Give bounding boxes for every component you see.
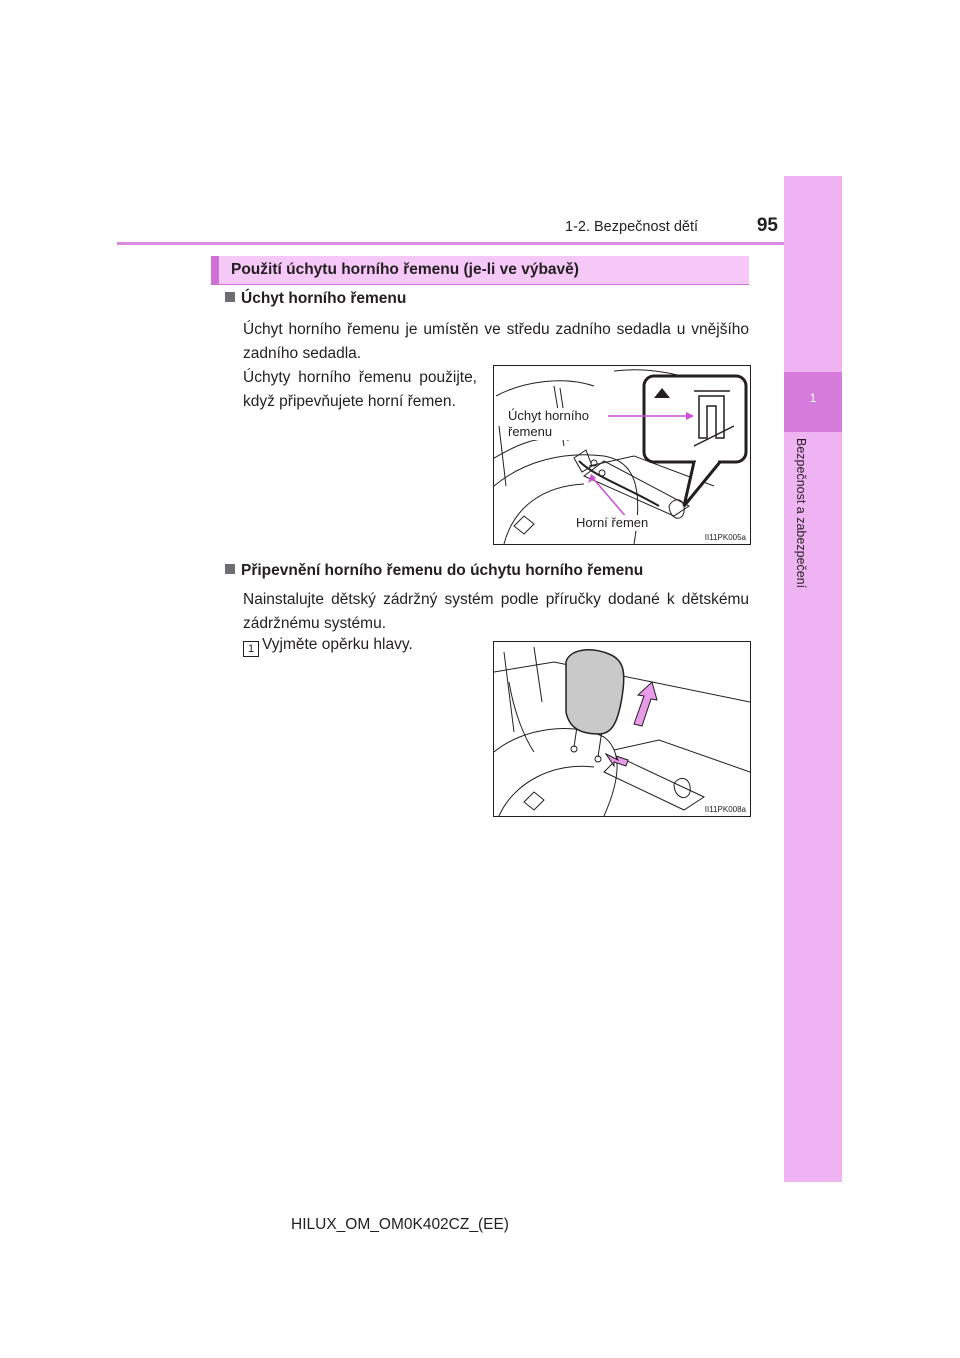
subheading-anchor bbox=[225, 290, 406, 308]
figure-label-strap: Horní řemen bbox=[576, 515, 649, 530]
chapter-side-tab bbox=[784, 176, 842, 1182]
paragraph-anchor-usage: Úchyty horního řemenu použijte, když připevňujete horní řemen. bbox=[243, 369, 477, 410]
figure-code: II11PK005a bbox=[704, 533, 746, 542]
step-number-badge: 1 bbox=[243, 641, 259, 657]
headrest-illustration bbox=[494, 642, 750, 816]
square-bullet-icon bbox=[225, 292, 235, 302]
paragraph-anchor-location: Úchyt horního řemenu je umístěn ve středu zadního sedadla u vnějšího zadního sedadla. bbox=[243, 321, 749, 362]
figure-label-anchor: Úchyt horního řemenu bbox=[508, 408, 608, 440]
footer-document-code: HILUX_OM_OM0K402CZ_(EE) bbox=[291, 1216, 509, 1233]
chapter-title: Bezpečnost a zabezpečení bbox=[794, 438, 808, 589]
figure-top-tether-anchor bbox=[493, 365, 751, 545]
step-text: Vyjměte opěrku hlavy. bbox=[262, 636, 413, 653]
section-heading-underline bbox=[211, 284, 749, 285]
page-number: 95 bbox=[756, 215, 778, 236]
figure-remove-headrest bbox=[493, 641, 751, 817]
header-rule bbox=[117, 242, 785, 245]
section-title: 1-2. Bezpečnost dětí bbox=[565, 219, 698, 235]
subheading-attach bbox=[225, 562, 643, 580]
chapter-number: 1 bbox=[809, 391, 817, 405]
subheading-attach-text: Připevnění horního řemenu do úchytu horního řemenu bbox=[241, 562, 644, 579]
section-heading: Použití úchytu horního řemenu (je-li ve výbavě) bbox=[211, 256, 749, 284]
subheading-anchor-text: Úchyt horního řemenu bbox=[241, 290, 407, 307]
figure-code: II11PK008a bbox=[704, 805, 746, 814]
square-bullet-icon bbox=[225, 564, 235, 574]
paragraph-attach: Nainstalujte dětský zádržný systém podle příručky dodané k dětskému zádržnému systému. bbox=[243, 591, 749, 632]
